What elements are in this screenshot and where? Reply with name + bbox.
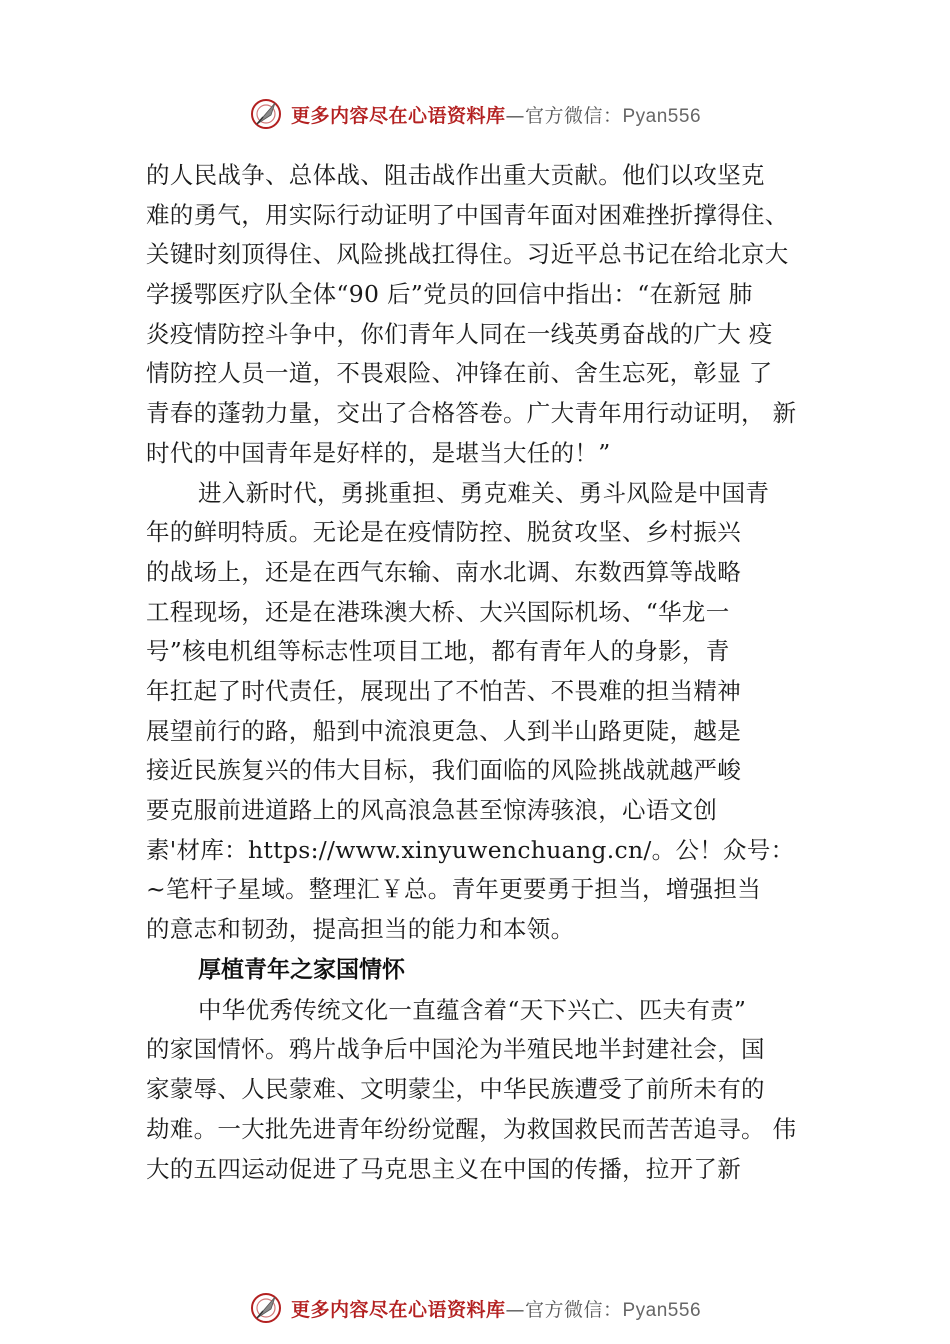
text-line: 接近民族复兴的伟大目标，我们面临的风险挑战就越严峻 [146, 756, 741, 785]
footer-banner [0, 1288, 950, 1328]
banner-wechat-id: Pyan556 [622, 1299, 702, 1321]
text-line: 的意志和韧劲，提高担当的能力和本领。 [146, 915, 575, 944]
text-line: 展望前行的路，船到中流浪更急、人到半山路更陡，越是 [146, 716, 741, 745]
text-line: 时代的中国青年是好样的，是堪当大任的！” [146, 438, 611, 467]
header-banner [0, 94, 950, 134]
text-line: 号”核电机组等标志性项目工地，都有青年人的身影，青 [146, 637, 730, 666]
banner-wechat-id: Pyan556 [622, 105, 702, 127]
text-line: 难的勇气，用实际行动证明了中国青年面对困难挫折撑得住、 [146, 200, 789, 229]
banner-separator: — [505, 104, 525, 127]
text-line: 大的五四运动促进了马克思主义在中国的传播，拉开了新 [146, 1154, 741, 1183]
text-line: 要克服前进道路上的风高浪急甚至惊涛骇浪，心语文创 [146, 796, 718, 824]
text-line: 学援鄂医疗队全体“90 后”党员的回信中指出：“在新冠 肺 [146, 280, 753, 309]
text-line: 的人民战争、总体战、阻击战作出重大贡献。他们以攻坚克 [146, 161, 765, 189]
text-line: 工程现场，还是在港珠澳大桥、大兴国际机场、“华龙一 [146, 597, 730, 626]
banner-text [291, 1295, 701, 1322]
quill-logo-icon [249, 1291, 283, 1325]
text-line: 中华优秀传统文化一直蕴含着“天下兴亡、匹夫有责” [198, 995, 747, 1024]
section-heading: 厚植青年之家国情怀 [198, 956, 405, 983]
text-line: 年扛起了时代责任，展现出了不怕苦、不畏难的担当精神 [146, 676, 741, 705]
text-line: 进入新时代，勇挑重担、勇克难关、勇斗风险是中国青 [198, 478, 770, 507]
banner-separator: — [505, 1298, 525, 1321]
paragraph-2 [146, 474, 836, 950]
paragraph-1 [146, 156, 836, 474]
text-line: 家蒙辱、人民蒙难、文明蒙尘，中华民族遭受了前所未有的 [146, 1075, 765, 1104]
document-body [146, 156, 836, 1189]
banner-text [291, 101, 701, 128]
text-line: 青春的蓬勃力量，交出了合格答卷。广大青年用行动证明， 新 [146, 399, 797, 428]
text-line: 素'材库：https://www.xinyuwenchuang.cn/。公！众号： [146, 835, 795, 864]
banner-wechat-label: 官方微信： [524, 1298, 623, 1321]
text-line: 情防控人员一道，不畏艰险、冲锋在前、舍生忘死，彰显 了 [146, 359, 773, 388]
text-line: 关键时刻顶得住、风险挑战扛得住。习近平总书记在给北京大 [146, 240, 789, 269]
text-line: 劫难。一大批先进青年纷纷觉醒，为救国救民而苦苦追寻。 伟 [146, 1114, 797, 1143]
banner-wechat-label: 官方微信： [524, 104, 623, 127]
text-line: ~笔杆子星域。整理汇￥总。青年更要勇于担当，增强担当 [146, 875, 761, 904]
quill-logo-icon [249, 97, 283, 131]
banner-brand: 更多内容尽在心语资料库 [290, 104, 506, 127]
text-line: 的战场上，还是在西气东输、南水北调、东数西算等战略 [146, 557, 741, 586]
paragraph-3 [146, 991, 836, 1189]
banner-brand: 更多内容尽在心语资料库 [290, 1298, 506, 1321]
text-line: 炎疫情防控斗争中，你们青年人同在一线英勇奋战的广大 疫 [146, 319, 773, 348]
text-line: 的家国情怀。鸦片战争后中国沦为半殖民地半封建社会，国 [146, 1035, 765, 1064]
text-line: 年的鲜明特质。无论是在疫情防控、脱贫攻坚、乡村振兴 [146, 518, 741, 547]
